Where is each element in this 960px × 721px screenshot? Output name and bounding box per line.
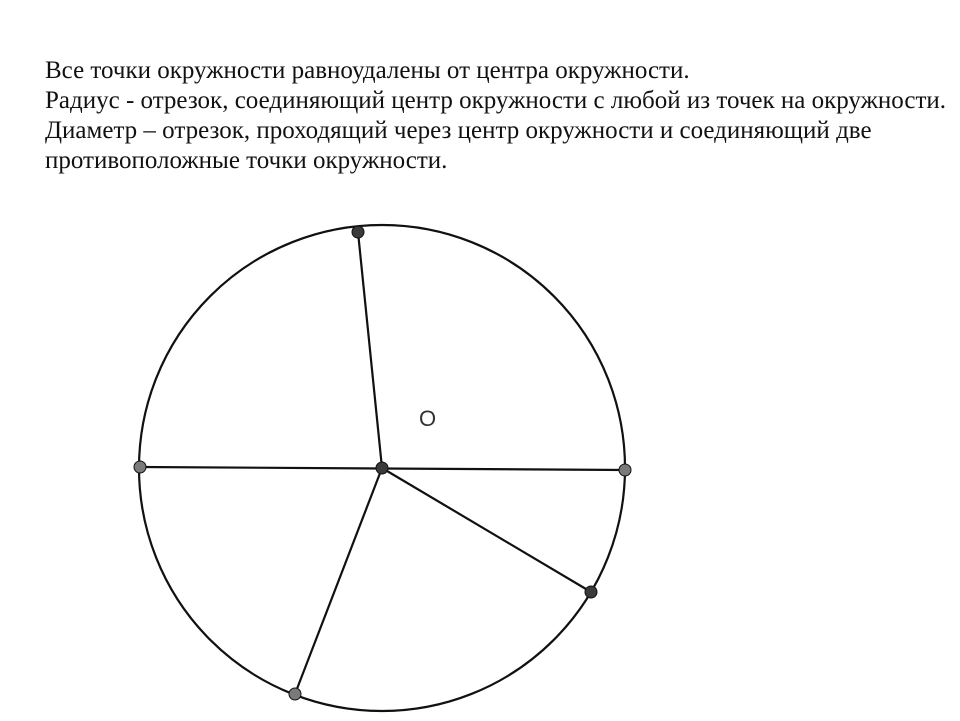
radius-segment-lower-right [382, 468, 591, 592]
radius-segment-top [358, 232, 382, 468]
point-lower-right [585, 586, 597, 598]
radius-definition: Радиус - отрезок, соединяющий центр окружности с любой из точек на окружности. [45, 87, 947, 114]
point-top [352, 226, 364, 238]
point-right-diameter-end [619, 464, 631, 476]
center-point [376, 462, 388, 474]
diameter-definition: Диаметр – отрезок, проходящий через центр окружности и соединяющий две противоположные точки окружности. [45, 117, 872, 174]
point-left-diameter-end [134, 461, 146, 473]
circle-definition: Все точки окружности равноудалены от центра окружности. [45, 57, 690, 84]
point-bottom [289, 688, 301, 700]
center-label: O [419, 406, 437, 431]
radius-segment-bottom [295, 468, 382, 694]
